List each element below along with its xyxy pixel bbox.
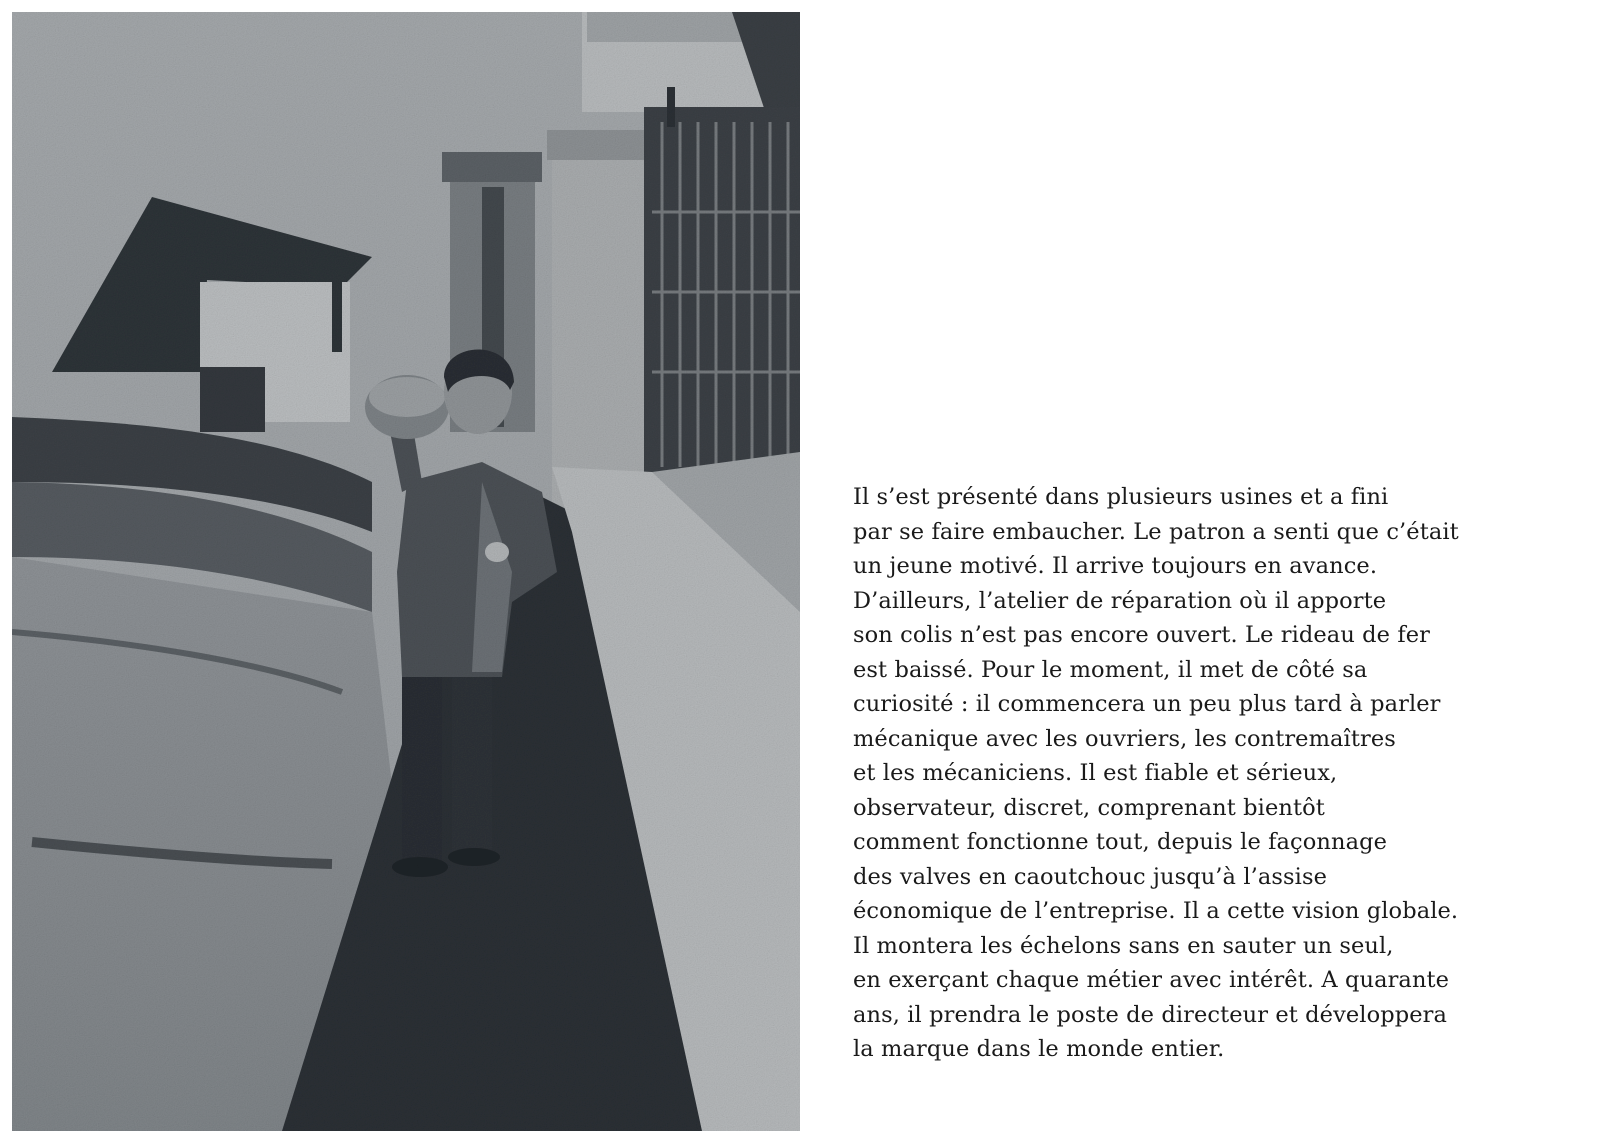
paragraph-line: son colis n’est pas encore ouvert. Le rideau de fer: [853, 622, 1431, 648]
archival-photo: [12, 12, 800, 1131]
paragraph-line: observateur, discret, comprenant bientôt: [853, 794, 1325, 821]
paragraph-line: un jeune motivé. Il arrive toujours en avance.: [853, 553, 1378, 579]
body-paragraph: [853, 480, 1573, 1067]
paragraph-line: mécanique avec les ouvriers, les contremaîtres: [853, 725, 1396, 752]
paragraph-line: Il s’est présenté dans plusieurs usines et a fini: [853, 484, 1389, 510]
paragraph-line: par se faire embaucher. Le patron a senti que c’était: [853, 518, 1459, 545]
paragraph-line: Il montera les échelons sans en sauter un seul,: [853, 932, 1394, 959]
paragraph-line: économique de l’entreprise. Il a cette vision globale.: [853, 898, 1459, 924]
paragraph-line: la marque dans le monde entier.: [853, 1036, 1225, 1062]
paragraph-line: est baissé. Pour le moment, il met de côté sa: [853, 656, 1368, 683]
photo-illustration: [12, 12, 800, 1131]
paragraph-line: D’ailleurs, l’atelier de réparation où il apporte: [853, 587, 1387, 614]
paragraph-line: curiosité : il commencera un peu plus tard à parler: [853, 691, 1441, 717]
paragraph-line: et les mécaniciens. Il est fiable et sérieux,: [853, 760, 1338, 786]
paragraph-line: des valves en caoutchouc jusqu’à l’assise: [853, 863, 1328, 890]
paragraph-line: comment fonctionne tout, depuis le façonnage: [853, 829, 1388, 855]
paragraph-line: en exerçant chaque métier avec intérêt. A quarante: [853, 967, 1450, 993]
paragraph-line: ans, il prendra le poste de directeur et développera: [853, 1001, 1448, 1028]
